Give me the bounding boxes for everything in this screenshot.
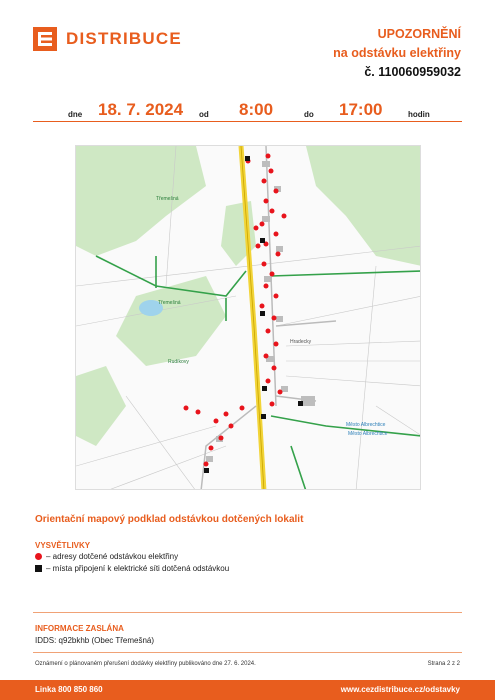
- hotline-link[interactable]: Linka 800 850 860: [35, 685, 103, 694]
- map-caption: Orientační mapový podklad odstávkou dotčených lokalit: [35, 514, 304, 525]
- legend-text-connections: – místa připojení k elektrické síti dotčená odstávkou: [46, 564, 230, 573]
- map-label-rudikovy: Rudíkovy: [168, 359, 189, 365]
- outage-date: 18. 7. 2024: [98, 100, 184, 119]
- map-label-tremesna: Třemešná: [156, 196, 179, 202]
- outage-map: [75, 145, 421, 490]
- map-label-tremesna-2: Třemešná: [158, 300, 181, 306]
- cez-logo-icon: [33, 27, 57, 51]
- map-label-albrechtice-2: Město Albrechtice: [348, 431, 388, 437]
- schedule-row: [33, 100, 462, 122]
- website-link[interactable]: www.cezdistribuce.cz/odstavky: [340, 685, 460, 694]
- footer-bar: [0, 680, 495, 700]
- map-label-hradecky: Hradecky: [290, 339, 312, 345]
- notice-number: č. 110060959032: [364, 65, 461, 79]
- brand-name: DISTRIBUCE: [66, 29, 182, 48]
- hours-label: hodin: [408, 110, 430, 119]
- forest-areas: [76, 146, 421, 446]
- map-label-albrechtice: Město Albrechtice: [346, 422, 386, 428]
- from-label: od: [199, 110, 209, 119]
- notice-heading: [333, 27, 461, 79]
- legend-title: VYSVĚTLIVKY: [35, 541, 91, 550]
- divider: [33, 612, 462, 613]
- divider: [33, 652, 462, 653]
- notice-subtitle: na odstávku elektřiny: [333, 46, 461, 60]
- to-time: 17:00: [339, 100, 383, 119]
- legend-item: [35, 552, 178, 561]
- from-time: 8:00: [239, 100, 274, 119]
- info-recipient: IDDS: q92bkhb (Obec Třemešná): [35, 636, 155, 645]
- day-label: dne: [68, 110, 83, 119]
- page-number: Strana 2 z 2: [427, 661, 460, 667]
- info-title: INFORMACE ZASLÁNA: [35, 624, 124, 633]
- black-square-icon: [35, 565, 42, 572]
- to-label: do: [304, 110, 314, 119]
- publication-note: Oznámení o plánovaném přerušení dodávky elektřiny publikováno dne 27. 6. 2024.: [35, 661, 256, 667]
- legend-item: [35, 564, 229, 573]
- red-dot-icon: [35, 553, 42, 560]
- company-logo: [33, 27, 182, 51]
- legend-text-addresses: – adresy dotčené odstávkou elektřiny: [46, 552, 179, 561]
- notice-title: UPOZORNĚNÍ: [377, 27, 461, 41]
